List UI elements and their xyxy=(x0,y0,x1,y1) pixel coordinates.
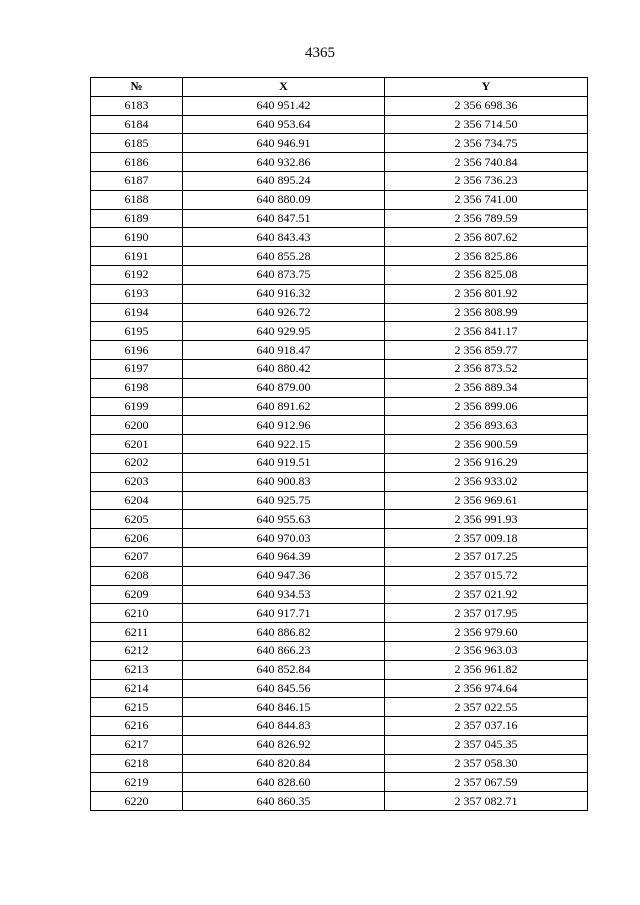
column-header-y: Y xyxy=(385,78,588,97)
cell-y: 2 356 808.99 xyxy=(385,303,588,322)
cell-x: 640 843.43 xyxy=(183,228,385,247)
cell-y: 2 357 017.25 xyxy=(385,547,588,566)
cell-x: 640 912.96 xyxy=(183,416,385,435)
cell-number: 6202 xyxy=(91,453,183,472)
cell-y: 2 356 734.75 xyxy=(385,134,588,153)
cell-x: 640 828.60 xyxy=(183,773,385,792)
cell-number: 6200 xyxy=(91,416,183,435)
cell-x: 640 918.47 xyxy=(183,341,385,360)
cell-y: 2 356 900.59 xyxy=(385,435,588,454)
cell-y: 2 356 991.93 xyxy=(385,510,588,529)
table-row xyxy=(91,698,588,717)
cell-number: 6220 xyxy=(91,792,183,811)
cell-x: 640 891.62 xyxy=(183,397,385,416)
table-row xyxy=(91,359,588,378)
table-row xyxy=(91,153,588,172)
table-row xyxy=(91,322,588,341)
table-row xyxy=(91,190,588,209)
cell-y: 2 356 963.03 xyxy=(385,641,588,660)
cell-y: 2 356 841.17 xyxy=(385,322,588,341)
table-row xyxy=(91,735,588,754)
cell-y: 2 356 807.62 xyxy=(385,228,588,247)
table-row xyxy=(91,754,588,773)
table-row xyxy=(91,171,588,190)
cell-y: 2 356 873.52 xyxy=(385,359,588,378)
cell-x: 640 947.36 xyxy=(183,566,385,585)
cell-y: 2 356 714.50 xyxy=(385,115,588,134)
table-row xyxy=(91,547,588,566)
cell-y: 2 356 979.60 xyxy=(385,623,588,642)
cell-number: 6218 xyxy=(91,754,183,773)
cell-number: 6191 xyxy=(91,247,183,266)
cell-x: 640 845.56 xyxy=(183,679,385,698)
header-row xyxy=(91,78,588,97)
table-row xyxy=(91,529,588,548)
table-row xyxy=(91,566,588,585)
cell-number: 6188 xyxy=(91,190,183,209)
table-row xyxy=(91,247,588,266)
cell-y: 2 356 969.61 xyxy=(385,491,588,510)
cell-y: 2 356 889.34 xyxy=(385,378,588,397)
cell-y: 2 357 082.71 xyxy=(385,792,588,811)
table-row xyxy=(91,303,588,322)
cell-y: 2 357 067.59 xyxy=(385,773,588,792)
cell-x: 640 917.71 xyxy=(183,604,385,623)
cell-x: 640 953.64 xyxy=(183,115,385,134)
column-header-x: X xyxy=(183,78,385,97)
cell-y: 2 356 859.77 xyxy=(385,341,588,360)
cell-x: 640 964.39 xyxy=(183,547,385,566)
table-row xyxy=(91,378,588,397)
cell-number: 6195 xyxy=(91,322,183,341)
cell-y: 2 357 009.18 xyxy=(385,529,588,548)
cell-x: 640 900.83 xyxy=(183,472,385,491)
table-body xyxy=(91,96,588,810)
cell-x: 640 916.32 xyxy=(183,284,385,303)
cell-x: 640 932.86 xyxy=(183,153,385,172)
cell-number: 6209 xyxy=(91,585,183,604)
table-row xyxy=(91,284,588,303)
cell-number: 6189 xyxy=(91,209,183,228)
cell-x: 640 847.51 xyxy=(183,209,385,228)
cell-x: 640 846.15 xyxy=(183,698,385,717)
cell-number: 6214 xyxy=(91,679,183,698)
table-row xyxy=(91,397,588,416)
cell-x: 640 844.83 xyxy=(183,717,385,736)
table-row xyxy=(91,228,588,247)
table-row xyxy=(91,491,588,510)
cell-x: 640 929.95 xyxy=(183,322,385,341)
cell-x: 640 880.09 xyxy=(183,190,385,209)
table-row xyxy=(91,510,588,529)
cell-x: 640 926.72 xyxy=(183,303,385,322)
cell-number: 6185 xyxy=(91,134,183,153)
cell-y: 2 356 825.08 xyxy=(385,265,588,284)
cell-x: 640 970.03 xyxy=(183,529,385,548)
table-row xyxy=(91,435,588,454)
cell-x: 640 866.23 xyxy=(183,641,385,660)
cell-number: 6217 xyxy=(91,735,183,754)
table-row xyxy=(91,341,588,360)
cell-y: 2 357 045.35 xyxy=(385,735,588,754)
cell-number: 6210 xyxy=(91,604,183,623)
cell-y: 2 356 961.82 xyxy=(385,660,588,679)
cell-number: 6196 xyxy=(91,341,183,360)
column-header-number: № xyxy=(91,78,183,97)
cell-number: 6204 xyxy=(91,491,183,510)
cell-x: 640 925.75 xyxy=(183,491,385,510)
cell-number: 6208 xyxy=(91,566,183,585)
cell-number: 6216 xyxy=(91,717,183,736)
cell-x: 640 934.53 xyxy=(183,585,385,604)
cell-y: 2 356 899.06 xyxy=(385,397,588,416)
table-row xyxy=(91,134,588,153)
cell-number: 6197 xyxy=(91,359,183,378)
cell-y: 2 356 916.29 xyxy=(385,453,588,472)
cell-number: 6186 xyxy=(91,153,183,172)
table-row xyxy=(91,96,588,115)
cell-number: 6192 xyxy=(91,265,183,284)
page-number: 4365 xyxy=(305,45,335,61)
cell-y: 2 356 974.64 xyxy=(385,679,588,698)
cell-number: 6183 xyxy=(91,96,183,115)
cell-x: 640 946.91 xyxy=(183,134,385,153)
cell-number: 6190 xyxy=(91,228,183,247)
table-row xyxy=(91,679,588,698)
table-row xyxy=(91,209,588,228)
table-row xyxy=(91,641,588,660)
cell-x: 640 886.82 xyxy=(183,623,385,642)
cell-x: 640 860.35 xyxy=(183,792,385,811)
cell-y: 2 356 741.00 xyxy=(385,190,588,209)
cell-x: 640 951.42 xyxy=(183,96,385,115)
cell-x: 640 820.84 xyxy=(183,754,385,773)
cell-number: 6198 xyxy=(91,378,183,397)
cell-y: 2 356 825.86 xyxy=(385,247,588,266)
cell-number: 6215 xyxy=(91,698,183,717)
cell-x: 640 826.92 xyxy=(183,735,385,754)
cell-number: 6205 xyxy=(91,510,183,529)
cell-y: 2 356 698.36 xyxy=(385,96,588,115)
cell-x: 640 895.24 xyxy=(183,171,385,190)
table-row xyxy=(91,660,588,679)
cell-number: 6201 xyxy=(91,435,183,454)
cell-number: 6206 xyxy=(91,529,183,548)
cell-y: 2 357 015.72 xyxy=(385,566,588,585)
cell-y: 2 357 021.92 xyxy=(385,585,588,604)
cell-x: 640 852.84 xyxy=(183,660,385,679)
cell-y: 2 357 022.55 xyxy=(385,698,588,717)
cell-number: 6193 xyxy=(91,284,183,303)
table-row xyxy=(91,773,588,792)
cell-x: 640 922.15 xyxy=(183,435,385,454)
cell-y: 2 356 801.92 xyxy=(385,284,588,303)
cell-number: 6219 xyxy=(91,773,183,792)
cell-y: 2 357 037.16 xyxy=(385,717,588,736)
cell-x: 640 919.51 xyxy=(183,453,385,472)
table-row xyxy=(91,453,588,472)
table-row xyxy=(91,115,588,134)
cell-y: 2 356 736.23 xyxy=(385,171,588,190)
table-row xyxy=(91,717,588,736)
cell-x: 640 880.42 xyxy=(183,359,385,378)
cell-x: 640 955.63 xyxy=(183,510,385,529)
table-row xyxy=(91,472,588,491)
cell-x: 640 879.00 xyxy=(183,378,385,397)
cell-y: 2 356 933.02 xyxy=(385,472,588,491)
cell-number: 6207 xyxy=(91,547,183,566)
table-row xyxy=(91,792,588,811)
cell-number: 6212 xyxy=(91,641,183,660)
cell-y: 2 357 017.95 xyxy=(385,604,588,623)
cell-y: 2 356 740.84 xyxy=(385,153,588,172)
cell-y: 2 356 789.59 xyxy=(385,209,588,228)
cell-number: 6194 xyxy=(91,303,183,322)
cell-number: 6199 xyxy=(91,397,183,416)
cell-x: 640 873.75 xyxy=(183,265,385,284)
cell-y: 2 356 893.63 xyxy=(385,416,588,435)
cell-number: 6187 xyxy=(91,171,183,190)
table-row xyxy=(91,416,588,435)
table-row xyxy=(91,585,588,604)
coordinates-table xyxy=(90,77,588,811)
cell-y: 2 357 058.30 xyxy=(385,754,588,773)
table-row xyxy=(91,265,588,284)
cell-number: 6203 xyxy=(91,472,183,491)
table-row xyxy=(91,604,588,623)
table-header xyxy=(91,78,588,97)
table-row xyxy=(91,623,588,642)
cell-x: 640 855.28 xyxy=(183,247,385,266)
cell-number: 6211 xyxy=(91,623,183,642)
cell-number: 6184 xyxy=(91,115,183,134)
cell-number: 6213 xyxy=(91,660,183,679)
